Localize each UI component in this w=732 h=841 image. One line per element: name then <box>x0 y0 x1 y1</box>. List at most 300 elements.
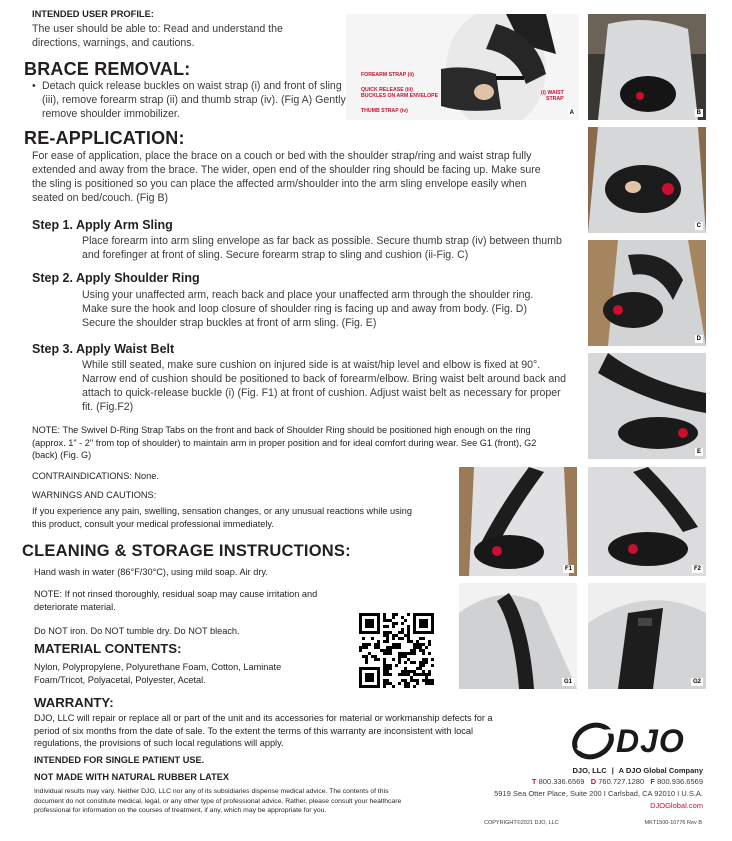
qr-module <box>404 661 407 664</box>
qr-module <box>371 676 374 679</box>
qr-module <box>413 622 416 625</box>
qr-module <box>410 649 413 652</box>
qr-module <box>431 664 434 667</box>
qr-module <box>386 652 389 655</box>
qr-module <box>368 667 371 670</box>
qr-module <box>398 682 401 685</box>
qr-module <box>371 625 374 628</box>
qr-module <box>359 682 362 685</box>
qr-module <box>383 619 386 622</box>
single-patient-use: INTENDED FOR SINGLE PATIENT USE. <box>34 755 205 765</box>
qr-module <box>416 640 419 643</box>
qr-module <box>407 637 410 640</box>
figure-d-label: D <box>696 336 701 342</box>
qr-module <box>383 670 386 673</box>
warranty-body: DJO, LLC will repair or replace all or part of the unit and its accessories for material or workmanship defects for a period of six months from the date of sale. To the extent the terms of this warranty are inconsistent with local regulations, the provisions of such local regulations will apply. <box>34 713 493 748</box>
callout-thumb-strap: THUMB STRAP (iv) <box>361 108 408 114</box>
qr-module <box>383 658 386 661</box>
qr-module <box>368 631 371 634</box>
qr-module <box>428 613 431 616</box>
cleaning-heading: CLEANING & STORAGE INSTRUCTIONS: <box>22 542 351 560</box>
djo-logo-text: DJO <box>616 723 685 759</box>
qr-module <box>377 619 380 622</box>
qr-module <box>359 676 362 679</box>
step3-body: While still seated, make sure cushion on injured side is at waist/hip level and elbow is fixed at 90°. Narrow end of cushion should be positioned to back of forearm/elbow. Bring waist belt around back and attach to quick-release buckle (i) (Fig. F1) at front of cushion. Adjust waist belt as necessary for proper fit. (Fig.F2) <box>82 359 567 413</box>
figure-g2-label: G2 <box>692 679 701 685</box>
qr-module <box>413 670 416 673</box>
qr-module <box>374 613 377 616</box>
qr-module <box>359 649 362 652</box>
qr-module <box>419 613 422 616</box>
qr-module <box>422 619 425 622</box>
qr-module <box>407 670 410 673</box>
qr-module <box>398 661 401 664</box>
qr-module <box>362 685 365 688</box>
qr-module <box>422 622 425 625</box>
qr-module <box>368 619 371 622</box>
company-address: 5919 Sea Otter Place, Suite 200 I Carlsbad, CA 92010 I U.S.A. <box>494 789 703 798</box>
qr-module <box>365 631 368 634</box>
qr-module <box>371 619 374 622</box>
qr-module <box>401 616 404 619</box>
direct-label: D <box>590 777 597 786</box>
qr-module <box>416 643 419 646</box>
qr-module <box>407 613 410 616</box>
brace-removal-bullet <box>32 79 346 121</box>
qr-module <box>365 619 368 622</box>
qr-module <box>431 682 434 685</box>
qr-module <box>377 676 380 679</box>
qr-module <box>413 679 416 682</box>
qr-module <box>413 613 416 616</box>
qr-module <box>359 625 362 628</box>
qr-module <box>386 682 389 685</box>
qr-module <box>428 679 431 682</box>
qr-module <box>362 637 365 640</box>
qr-module <box>431 631 434 634</box>
qr-module <box>386 625 389 628</box>
qr-module <box>416 679 419 682</box>
qr-module <box>425 658 428 661</box>
qr-module <box>425 673 428 676</box>
qr-module <box>395 646 398 649</box>
figure-a-label: A <box>569 110 574 116</box>
qr-module <box>386 619 389 622</box>
figure-b-label: B <box>696 110 701 116</box>
qr-module <box>428 631 431 634</box>
qr-module <box>395 664 398 667</box>
cleaning-note: NOTE: If not rinsed thoroughly, residual soap may cause irritation and deteriorate material. <box>34 589 318 612</box>
qr-module <box>416 682 419 685</box>
qr-module <box>392 616 395 619</box>
qr-module <box>398 673 401 676</box>
qr-module <box>389 649 392 652</box>
figure-a-photo <box>346 14 579 120</box>
company-web-link[interactable]: DJOGlobal.com <box>650 801 703 810</box>
qr-module <box>422 649 425 652</box>
qr-module <box>371 613 374 616</box>
qr-module <box>368 652 371 655</box>
qr-module <box>365 625 368 628</box>
qr-module <box>389 664 392 667</box>
qr-module <box>380 649 383 652</box>
materials-body: Nylon, Polypropylene, Polyurethane Foam, Cotton, Laminate Foam/Tricot, Polyacetal, Polyester, Acetal. <box>34 662 282 685</box>
qr-module <box>383 664 386 667</box>
qr-module <box>404 619 407 622</box>
qr-module <box>401 631 404 634</box>
qr-module <box>359 667 362 670</box>
qr-module <box>389 667 392 670</box>
qr-module <box>359 670 362 673</box>
qr-module <box>374 685 377 688</box>
qr-module <box>401 637 404 640</box>
document-code: MKT1500-10776 Rev B <box>644 820 702 826</box>
qr-module <box>422 625 425 628</box>
qr-module <box>383 685 386 688</box>
qr-module <box>428 682 431 685</box>
figure-f2-photo <box>588 467 706 576</box>
qr-module <box>368 643 371 646</box>
qr-module <box>383 679 386 682</box>
qr-module <box>428 643 431 646</box>
qr-module <box>362 643 365 646</box>
qr-module <box>401 670 404 673</box>
qr-module <box>398 631 401 634</box>
qr-module <box>377 658 380 661</box>
qr-module <box>374 658 377 661</box>
qr-module <box>377 622 380 625</box>
qr-module <box>386 637 389 640</box>
qr-module <box>425 676 428 679</box>
qr-module <box>359 628 362 631</box>
qr-module <box>359 613 362 616</box>
djo-logo <box>572 720 712 762</box>
qr-module <box>389 652 392 655</box>
qr-module <box>365 658 368 661</box>
qr-module <box>416 613 419 616</box>
qr-module <box>377 616 380 619</box>
qr-module <box>365 667 368 670</box>
qr-module <box>410 679 413 682</box>
qr-module <box>407 631 410 634</box>
qr-module <box>407 652 410 655</box>
qr-module <box>392 643 395 646</box>
qr-module <box>425 631 428 634</box>
qr-module <box>416 646 419 649</box>
djo-logo-mark-icon <box>572 720 618 762</box>
cleaning-wash: Hand wash in water (86°F/30°C), using mild soap. Air dry. <box>34 567 268 577</box>
qr-module <box>419 673 422 676</box>
company-phones <box>460 777 703 787</box>
intended-user-heading: INTENDED USER PROFILE: <box>32 9 154 19</box>
qr-module <box>368 625 371 628</box>
qr-module <box>413 643 416 646</box>
qr-module <box>371 637 374 640</box>
qr-module <box>365 646 368 649</box>
qr-module <box>422 613 425 616</box>
qr-module <box>410 676 413 679</box>
qr-module <box>407 640 410 643</box>
qr-module <box>404 679 407 682</box>
qr-module <box>395 634 398 637</box>
warranty-heading: WARRANTY: <box>34 695 114 710</box>
step3-title: Step 3. Apply Waist Belt <box>32 342 175 356</box>
figure-e-label: E <box>696 449 701 455</box>
figure-g1-label: G1 <box>563 679 572 685</box>
qr-module <box>413 616 416 619</box>
qr-module <box>392 646 395 649</box>
qr-module <box>419 646 422 649</box>
qr-module <box>419 625 422 628</box>
qr-module <box>383 673 386 676</box>
qr-module <box>407 673 410 676</box>
company-tagline: A DJO Global Company <box>618 766 703 775</box>
qr-module <box>362 646 365 649</box>
qr-module <box>386 640 389 643</box>
qr-module <box>362 613 365 616</box>
qr-module <box>416 673 419 676</box>
qr-module <box>407 682 410 685</box>
step2-body: Using your unaffected arm, reach back and place your unaffected arm through the shoulder ring. Make sure the hook and loop closure of shoulder ring is facing up and away from body. (Fig. D) Secure the shoulder strap buckles at front of arm sling. (Fig. E) <box>82 289 534 329</box>
qr-module <box>374 655 377 658</box>
qr-module <box>383 631 386 634</box>
qr-module <box>419 664 422 667</box>
qr-module <box>422 664 425 667</box>
qr-module <box>377 670 380 673</box>
qr-module <box>365 622 368 625</box>
bullet-icon: • <box>32 80 36 92</box>
qr-module <box>431 622 434 625</box>
qr-module <box>392 634 395 637</box>
qr-module <box>383 661 386 664</box>
qr-module <box>395 622 398 625</box>
qr-module <box>365 673 368 676</box>
qr-module <box>413 673 416 676</box>
qr-module <box>428 670 431 673</box>
qr-module <box>431 616 434 619</box>
qr-module <box>404 655 407 658</box>
qr-module <box>404 667 407 670</box>
step2-title: Step 2. Apply Shoulder Ring <box>32 271 200 285</box>
qr-module <box>404 634 407 637</box>
qr-module <box>377 613 380 616</box>
qr-module <box>398 643 401 646</box>
qr-module <box>365 676 368 679</box>
figure-f1-label: F1 <box>564 566 572 572</box>
figure-c-photo <box>588 127 706 233</box>
fax-number: 800.936.6569 <box>657 777 703 786</box>
callout-quick-release: QUICK RELEASE (iii) <box>361 87 413 93</box>
qr-module <box>392 622 395 625</box>
qr-module <box>383 649 386 652</box>
qr-module <box>422 652 425 655</box>
qr-module <box>377 682 380 685</box>
qr-module <box>377 625 380 628</box>
qr-module <box>404 673 407 676</box>
company-name: DJO, LLC <box>572 766 607 775</box>
qr-module <box>416 631 419 634</box>
qr-module <box>425 613 428 616</box>
figure-f2-label: F2 <box>693 566 701 572</box>
qr-module <box>389 673 392 676</box>
brace-removal-text: Detach quick release buckles on waist strap (i) and front of sling (iii), remove forearm strap (ii) and thumb strap (iv). (Fig A) Gently remove shoulder immobilizer. <box>42 80 346 120</box>
qr-module <box>431 658 434 661</box>
materials-heading: MATERIAL CONTENTS: <box>34 641 182 656</box>
qr-module <box>389 646 392 649</box>
qr-module <box>419 631 422 634</box>
qr-module <box>377 643 380 646</box>
qr-module <box>374 646 377 649</box>
qr-module <box>386 673 389 676</box>
qr-module <box>431 613 434 616</box>
qr-module <box>413 619 416 622</box>
qr-module <box>425 682 428 685</box>
qr-module <box>425 679 428 682</box>
qr-module <box>371 631 374 634</box>
qr-module <box>428 673 431 676</box>
qr-module <box>365 685 368 688</box>
reapplication-intro: For ease of application, place the brace on a couch or bed with the shoulder strap/ring and waist strap fully extended and away from the brace. The wider, open end of the shoulder ring should be facing up. Make sure the sling is positioned so you can place the affected arm/shoulder into the arm sling envelope easily when seated on bed/couch. (Fig B) <box>32 150 541 204</box>
qr-module <box>386 631 389 634</box>
qr-module <box>431 619 434 622</box>
latex-statement: NOT MADE WITH NATURAL RUBBER LATEX <box>34 772 229 782</box>
qr-module <box>419 661 422 664</box>
qr-module <box>413 625 416 628</box>
qr-module <box>371 622 374 625</box>
qr-module <box>377 667 380 670</box>
qr-module <box>401 679 404 682</box>
qr-module <box>428 640 431 643</box>
qr-module <box>395 643 398 646</box>
qr-module <box>419 622 422 625</box>
brace-removal-heading: BRACE REMOVAL: <box>24 59 191 79</box>
qr-module <box>368 613 371 616</box>
qr-module <box>407 685 410 688</box>
qr-module <box>422 643 425 646</box>
qr-module <box>404 652 407 655</box>
qr-module <box>425 646 428 649</box>
qr-module <box>359 616 362 619</box>
qr-module <box>422 658 425 661</box>
qr-module <box>359 622 362 625</box>
disclaimer: Individual results may vary. Neither DJO, LLC nor any of its subsidiaries dispense medical advice. The contents of this document do not constitute medical, legal, or any other type of professional advice. Rather, please consult your healthcare professional for information on the courses of treatment, if any, which may be appropriate for you. <box>34 788 402 814</box>
qr-module <box>374 643 377 646</box>
qr-code-image <box>359 613 434 688</box>
qr-module <box>431 628 434 631</box>
qr-module <box>398 652 401 655</box>
qr-module <box>407 634 410 637</box>
qr-module <box>404 685 407 688</box>
figure-g1-photo <box>459 583 577 689</box>
qr-module <box>416 667 419 670</box>
cleaning-dont: Do NOT iron. Do NOT tumble dry. Do NOT bleach. <box>34 626 240 636</box>
qr-module <box>431 679 434 682</box>
qr-module <box>371 673 374 676</box>
qr-module <box>407 628 410 631</box>
qr-module <box>365 613 368 616</box>
qr-module <box>365 679 368 682</box>
qr-module <box>386 649 389 652</box>
qr-module <box>422 670 425 673</box>
qr-module <box>392 658 395 661</box>
qr-module <box>410 652 413 655</box>
qr-module <box>398 646 401 649</box>
qr-module <box>374 667 377 670</box>
direct-number[interactable]: 760.727.1280 <box>598 777 645 786</box>
qr-module <box>413 646 416 649</box>
qr-module <box>407 625 410 628</box>
qr-module <box>368 673 371 676</box>
qr-module <box>368 685 371 688</box>
qr-module <box>386 667 389 670</box>
qr-module <box>392 637 395 640</box>
qr-module <box>383 634 386 637</box>
qr-module <box>383 625 386 628</box>
qr-module <box>419 637 422 640</box>
qr-code[interactable] <box>359 613 434 688</box>
qr-module <box>422 661 425 664</box>
figure-d-photo <box>588 240 706 346</box>
contraindications: CONTRAINDICATIONS: None. <box>32 471 159 481</box>
qr-module <box>422 679 425 682</box>
qr-module <box>377 640 380 643</box>
qr-module <box>401 673 404 676</box>
qr-module <box>425 625 428 628</box>
qr-module <box>413 628 416 631</box>
phone-number[interactable]: 800.336.6569 <box>538 777 585 786</box>
qr-module <box>413 685 416 688</box>
qr-module <box>401 655 404 658</box>
qr-module <box>386 670 389 673</box>
qr-module <box>368 679 371 682</box>
callout-waist-strap-2: STRAP <box>546 96 564 102</box>
qr-module <box>425 619 428 622</box>
qr-module <box>371 655 374 658</box>
reapplication-heading: RE-APPLICATION: <box>24 128 185 148</box>
step1-body: Place forearm into arm sling envelope as far back as possible. Secure thumb strap (iv) between thumb and forefinger at front of sling. Secure forearm strap to sling and cushion (ii-Fig. C) <box>82 235 562 261</box>
step1-title: Step 1. Apply Arm Sling <box>32 218 173 232</box>
copyright: COPYRIGHT©2021 DJO, LLC <box>484 820 559 826</box>
qr-module <box>383 640 386 643</box>
qr-module <box>365 655 368 658</box>
warnings-heading: WARNINGS AND CAUTIONS: <box>32 490 157 500</box>
qr-module <box>386 646 389 649</box>
qr-module <box>389 631 392 634</box>
qr-module <box>422 673 425 676</box>
qr-module <box>422 637 425 640</box>
qr-module <box>368 622 371 625</box>
qr-module <box>413 661 416 664</box>
qr-module <box>383 667 386 670</box>
qr-module <box>377 628 380 631</box>
qr-module <box>377 685 380 688</box>
qr-module <box>392 685 395 688</box>
qr-module <box>374 631 377 634</box>
qr-module <box>392 625 395 628</box>
figure-f1-photo <box>459 467 577 576</box>
qr-module <box>371 679 374 682</box>
qr-module <box>377 631 380 634</box>
qr-module <box>377 673 380 676</box>
qr-module <box>422 631 425 634</box>
qr-module <box>359 685 362 688</box>
fax-label: F <box>650 777 656 786</box>
qr-module <box>425 622 428 625</box>
qr-module <box>359 679 362 682</box>
qr-module <box>410 640 413 643</box>
qr-module <box>395 613 398 616</box>
qr-module <box>419 619 422 622</box>
